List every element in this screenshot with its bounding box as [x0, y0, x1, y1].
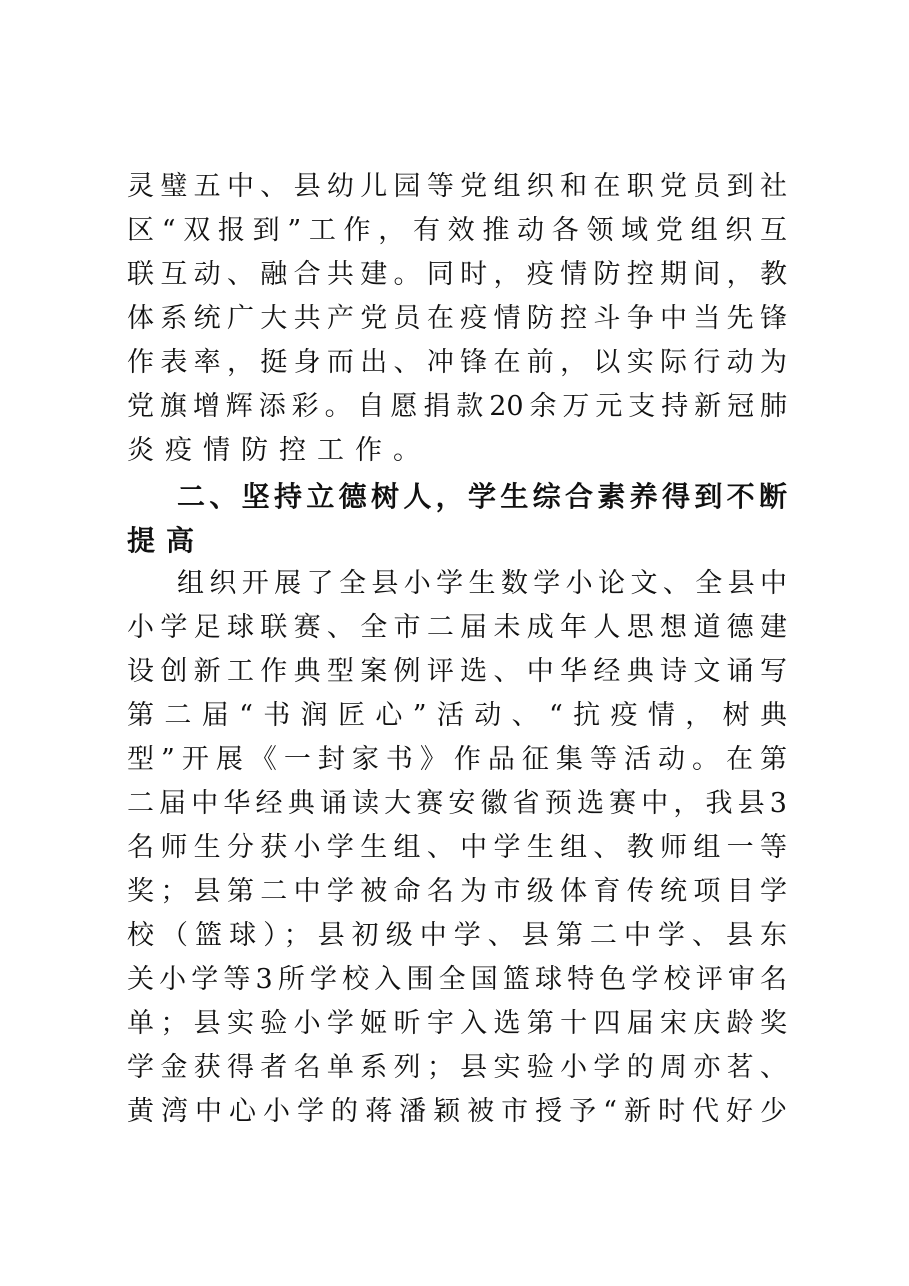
text-line: 联互动、融合共建。同时，疫情防控期间，教 — [127, 259, 787, 290]
text-line: 设创新工作典型案例评选、中华经典诗文诵写 — [127, 656, 787, 687]
text-line: 型”开展《一封家书》作品征集等活动。在第 — [127, 744, 787, 775]
text-line: 奖；县第二中学被命名为市级体育传统项目学 — [127, 876, 787, 907]
text-line: 学金获得者名单系列；县实验小学的周亦茗、 — [127, 1052, 787, 1083]
text-line: 二届中华经典诵读大赛安徽省预选赛中，我县3 — [127, 788, 787, 819]
text-line: 名师生分获小学生组、中学生组、教师组一等 — [127, 832, 787, 863]
text-line: 组织开展了全县小学生数学小论文、全县中 — [177, 568, 787, 599]
text-line: 校（篮球）；县初级中学、县第二中学、县东 — [127, 920, 787, 951]
text-line: 黄湾中心小学的蒋潘颖被市授予“新时代好少 — [127, 1096, 787, 1127]
text-line: 灵璧五中、县幼儿园等党组织和在职党员到社 — [127, 171, 787, 202]
text-line: 单；县实验小学姬昕宇入选第十四届宋庆龄奖 — [127, 1008, 787, 1039]
text-line: 小学足球联赛、全市二届未成年人思想道德建 — [127, 612, 787, 643]
text-line: 第二届“书润匠心”活动、“抗疫情，树典 — [127, 700, 787, 731]
text-line: 党旗增辉添彩。自愿捐款20余万元支持新冠肺 — [127, 391, 787, 422]
text-line: 体系统广大共产党员在疫情防控斗争中当先锋 — [127, 303, 787, 334]
heading-line: 提高 — [127, 524, 206, 557]
heading-line: 二、坚持立德树人，学生综合素养得到不断 — [177, 480, 787, 513]
text-line: 关小学等3所学校入围全国篮球特色学校评审名 — [127, 964, 787, 995]
text-line: 区“双报到”工作，有效推动各领域党组织互 — [127, 215, 787, 246]
text-line: 炎疫情防控工作。 — [127, 435, 431, 466]
text-line: 作表率，挺身而出、冲锋在前，以实际行动为 — [127, 347, 787, 378]
